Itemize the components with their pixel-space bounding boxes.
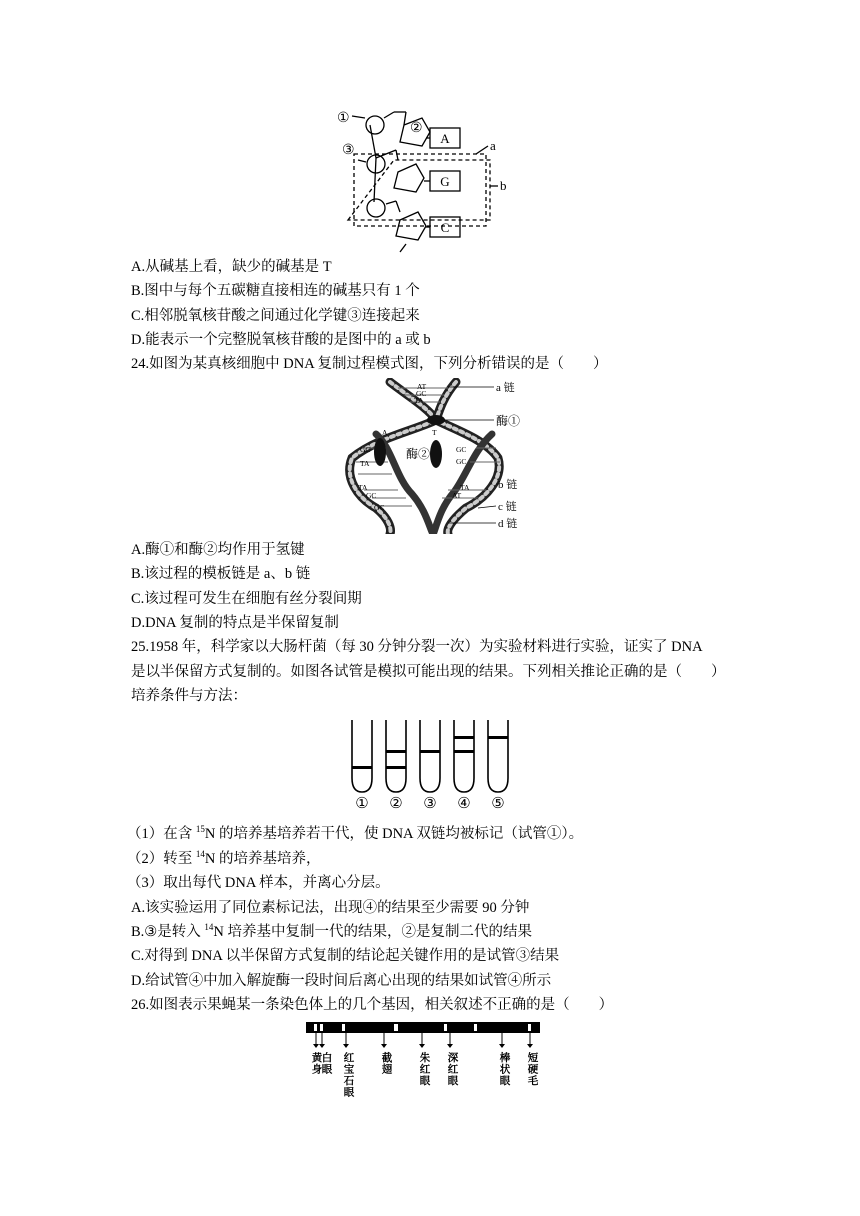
gene-label: 棒状眼 bbox=[498, 1052, 510, 1087]
pair-label: TA bbox=[360, 459, 370, 468]
gene-label: 朱红眼 bbox=[418, 1052, 430, 1087]
tube-label: ⑤ bbox=[491, 796, 505, 812]
pair-label: GC bbox=[360, 445, 371, 454]
q25-stem-line1: 25.1958 年，科学家以大肠杆菌（每 30 分钟分裂一次）为实验材料进行实验，证实了 DNA bbox=[131, 639, 703, 655]
dna-replication-figure bbox=[336, 378, 536, 534]
tube-label: ② bbox=[389, 796, 403, 812]
enzyme-2-label: 酶② bbox=[406, 447, 431, 461]
tube-label: ① bbox=[355, 796, 369, 812]
q25-stem-line2: 是以半保留方式复制的。如图各试管是模拟可能出现的结果。下列相关推论正确的是（ ） bbox=[131, 664, 726, 680]
q23-option-c: C.相邻脱氧核苷酸之间通过化学键③连接起来 bbox=[131, 308, 420, 324]
strand-d-label: d 链 bbox=[498, 518, 518, 530]
q25-stem-line3: 培养条件与方法： bbox=[131, 688, 247, 704]
pair-label: GC bbox=[366, 491, 377, 500]
q24-stem: 24.如图为某真核细胞中 DNA 复制过程模式图，下列分析错误的是（ ） bbox=[131, 356, 608, 372]
base-a: A bbox=[440, 131, 450, 146]
q25-option-b: B.③是转入 $^{14}$N 培养基中复制一代的结果，②是复制二代的结果 bbox=[131, 922, 533, 940]
q25-step-1: （1）在含 $^{15}$N 的培养基培养若干代，使 DNA 双链均被标记（试管①）。 bbox=[127, 824, 584, 842]
label-3: ③ bbox=[342, 143, 355, 158]
q24-option-c: C.该过程可发生在细胞有丝分裂间期 bbox=[131, 591, 362, 607]
enzyme-1-label: 酶① bbox=[496, 414, 521, 428]
tube-label: ④ bbox=[457, 796, 471, 812]
gene-label: 短硬毛 bbox=[526, 1052, 538, 1087]
pair-label: A bbox=[382, 428, 388, 437]
pair-label: TA bbox=[414, 396, 424, 405]
q25-option-d: D.给试管④中加入解旋酶一段时间后离心出现的结果如试管④所示 bbox=[131, 973, 552, 989]
q25-step-3: （3）取出每代 DNA 样本，并离心分层。 bbox=[127, 875, 390, 891]
pair-label: AT bbox=[452, 491, 462, 500]
gene-label: 深红眼 bbox=[446, 1052, 458, 1087]
q23-option-a: A.从碱基上看，缺少的碱基是 T bbox=[131, 259, 332, 275]
q24-option-b: B.该过程的模板链是 a、b 链 bbox=[131, 566, 311, 582]
test-tubes-figure bbox=[340, 716, 520, 812]
base-c: C bbox=[440, 220, 450, 235]
q25-option-a: A.该实验运用了同位素标记法，出现④的结果至少需要 90 分钟 bbox=[131, 900, 530, 916]
gene-label: 白眼 bbox=[320, 1052, 332, 1075]
label-1: ① bbox=[337, 111, 350, 126]
label-b: b bbox=[500, 178, 507, 193]
q25-step-2: （2）转至 $^{14}$N 的培养基培养， bbox=[127, 849, 321, 867]
q23-option-d: D.能表示一个完整脱氧核苷酸的是图中的 a 或 b bbox=[131, 332, 431, 348]
strand-a-label: a 链 bbox=[496, 382, 515, 394]
base-g: G bbox=[440, 174, 450, 189]
chromosome-figure bbox=[304, 1020, 544, 1102]
q24-option-a: A.酶①和酶②均作用于氢键 bbox=[131, 542, 305, 558]
q25-option-c: C.对得到 DNA 以半保留方式复制的结论起关键作用的是试管③结果 bbox=[131, 948, 560, 964]
q26-stem: 26.如图表示果蝇某一条染色体上的几个基因，相关叙述不正确的是（ ） bbox=[131, 997, 614, 1013]
pair-label: AT bbox=[417, 382, 427, 391]
q23-option-b: B.图中与每个五碳糖直接相连的碱基只有 1 个 bbox=[131, 283, 420, 299]
pair-label: T bbox=[432, 428, 437, 437]
q24-option-d: D.DNA 复制的特点是半保留复制 bbox=[131, 615, 339, 631]
nucleotide-chain-figure bbox=[330, 104, 520, 256]
strand-c-label: c 链 bbox=[498, 501, 517, 513]
pair-label: GC bbox=[374, 503, 385, 512]
gene-label: 截翅 bbox=[380, 1052, 392, 1075]
label-a: a bbox=[490, 138, 496, 153]
pair-label: TA bbox=[460, 483, 470, 492]
pair-label: GC bbox=[456, 457, 467, 466]
gene-label: 黄身 bbox=[310, 1052, 322, 1075]
pair-label: GC bbox=[416, 389, 427, 398]
label-2: ② bbox=[410, 121, 423, 136]
pair-label: GC bbox=[456, 445, 467, 454]
strand-b-label: b 链 bbox=[498, 479, 518, 491]
gene-label: 红宝石眼 bbox=[342, 1052, 354, 1098]
tube-label: ③ bbox=[423, 796, 437, 812]
pair-label: TA bbox=[358, 483, 368, 492]
